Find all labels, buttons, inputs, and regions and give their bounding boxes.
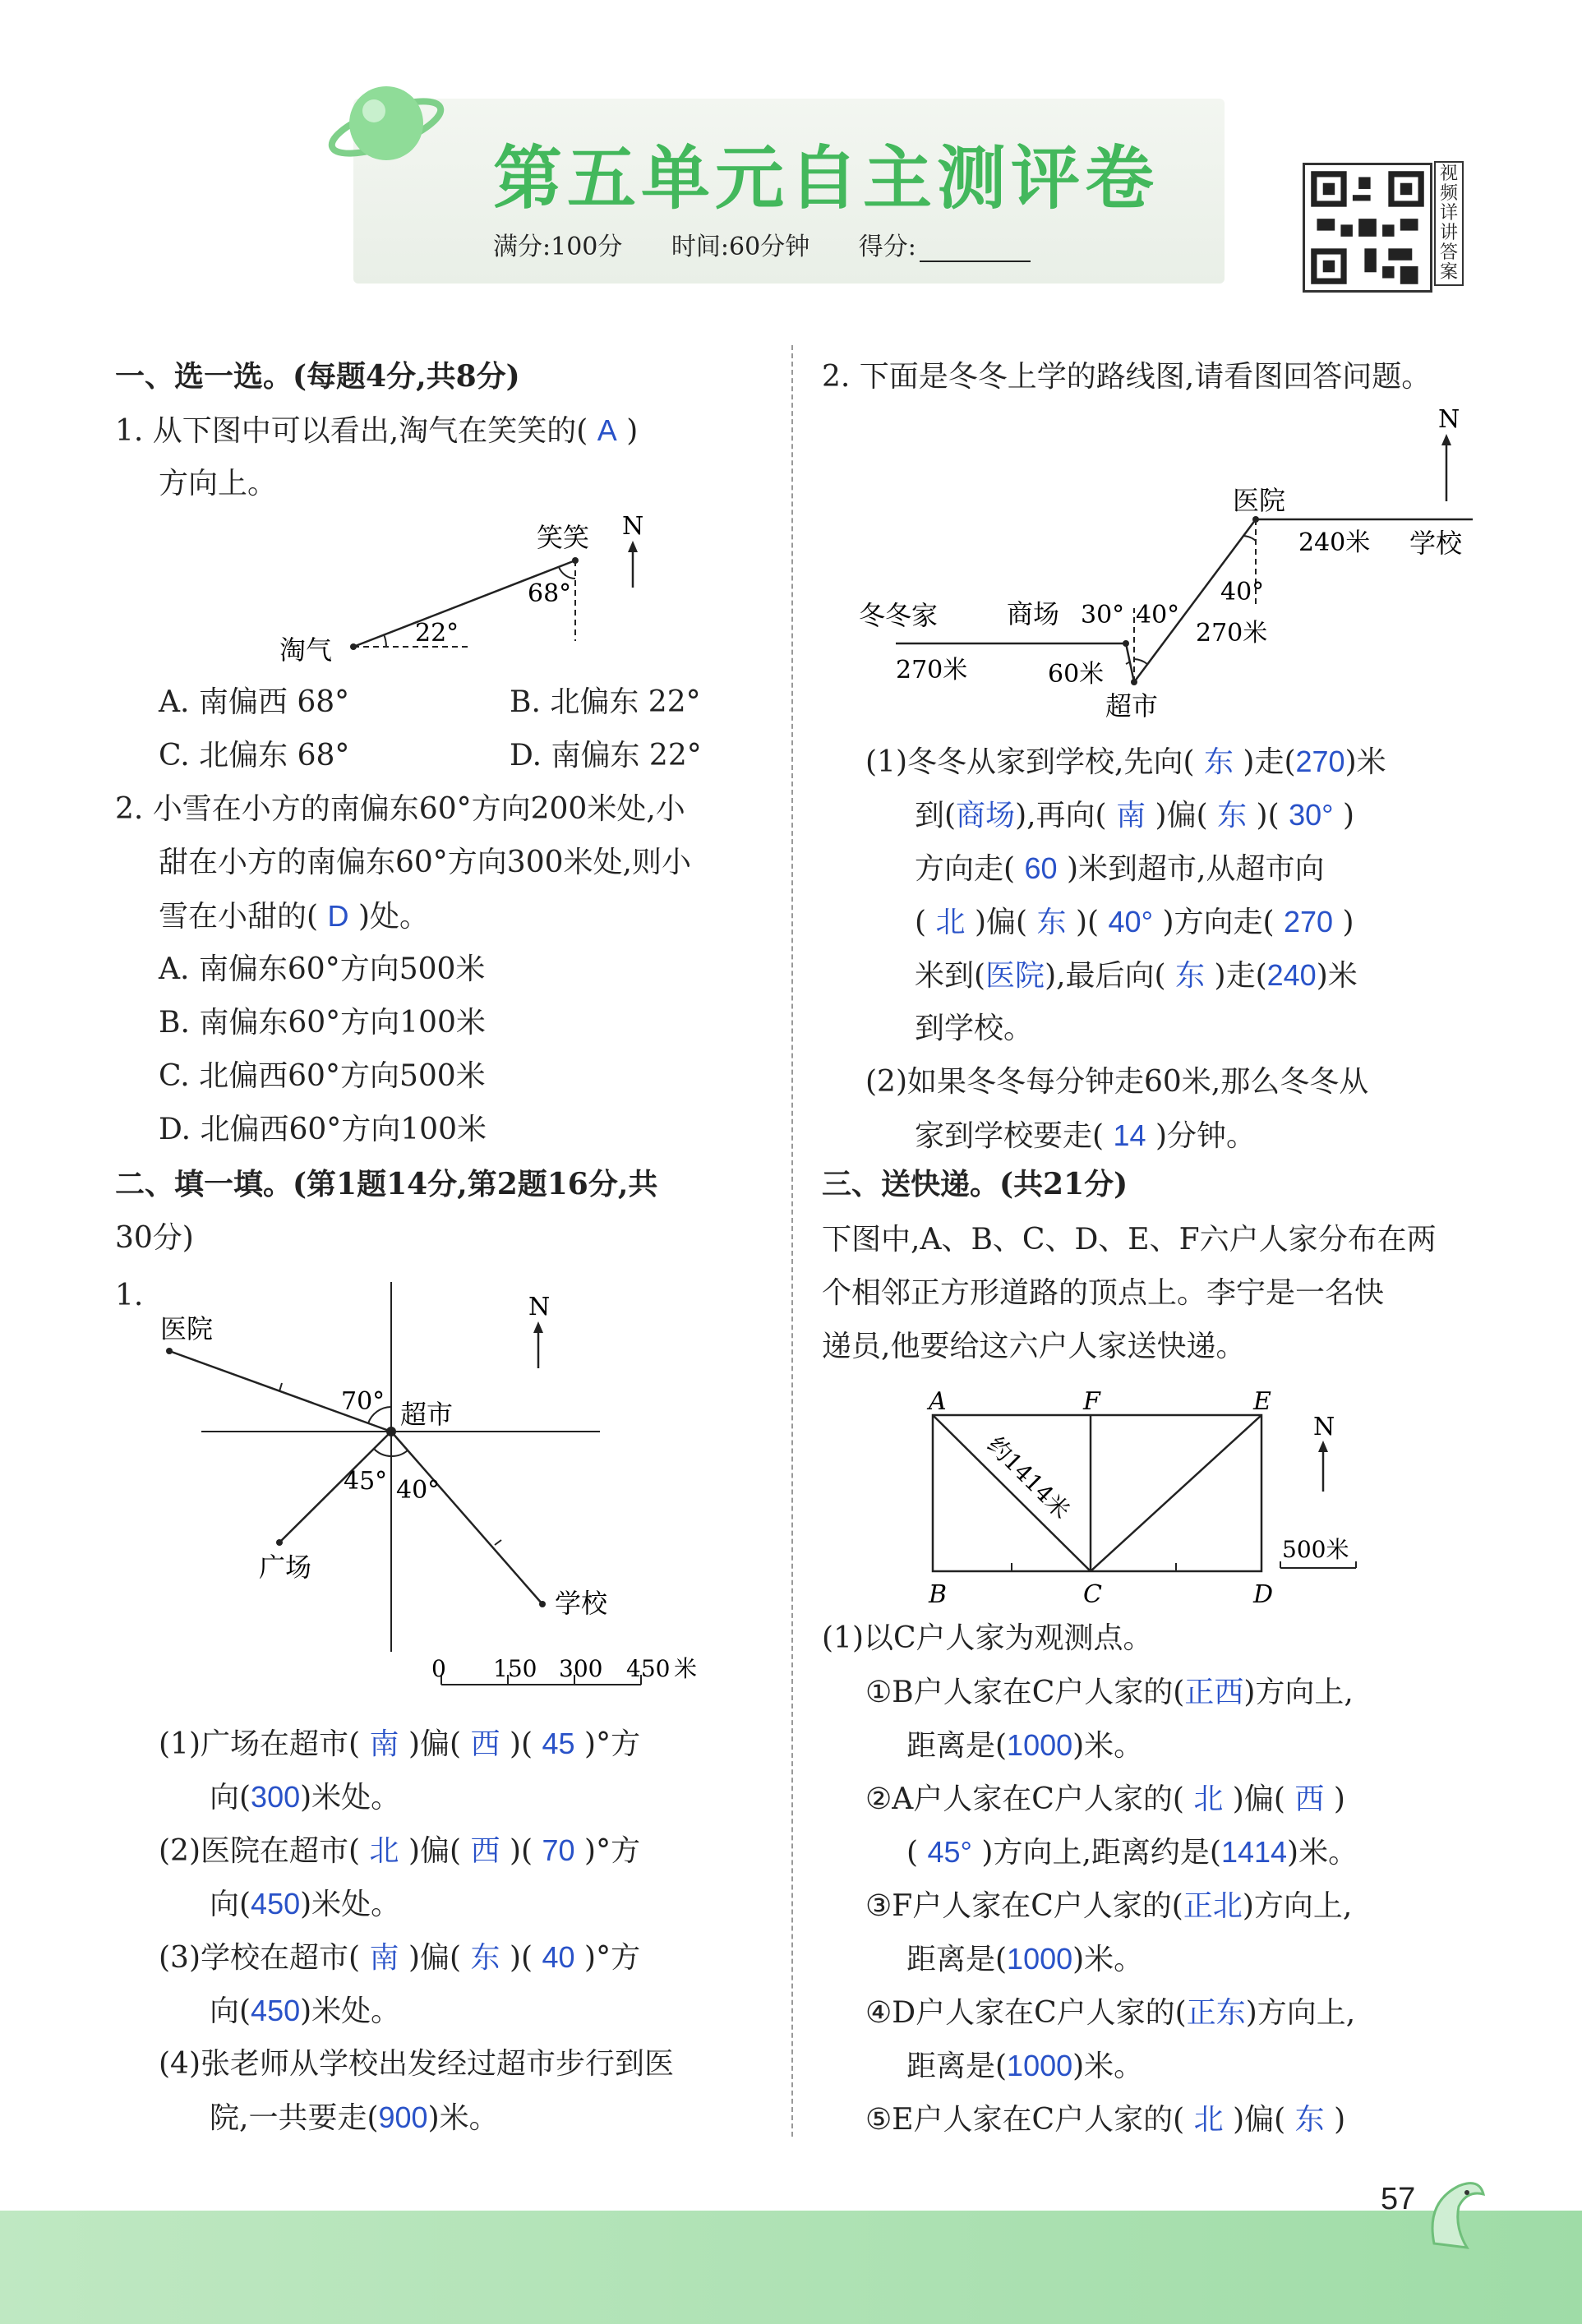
s2-q1-label: 1. <box>115 1279 144 1312</box>
fig2-square: 广场 <box>259 1552 312 1583</box>
fig4-diag: 约1414米 <box>982 1431 1076 1524</box>
fig4-scale: 500米 <box>1282 1536 1349 1563</box>
fig2-scale-unit: 米 <box>674 1655 698 1682</box>
s3-item1-line2: 距离是(1000)米。 <box>906 1728 1144 1763</box>
s3-item2-line2: ( 45° )方向上,距离约是(1414)米。 <box>906 1835 1358 1870</box>
fig4-B: B <box>929 1580 948 1609</box>
page-number: 57 <box>1381 2182 1416 2216</box>
page-title: 第五单元自主测评卷 <box>493 138 1160 219</box>
s1-q2-line3: 雪在小甜的( D )处。 <box>159 899 429 934</box>
fig3-angle-40a: 40° <box>1136 601 1180 629</box>
s2-q1-sub3: (3)学校在超市( 南 )偏( 东 )( 40 )°方 <box>159 1940 641 1975</box>
section1-heading: 一、选一选。(每题4分,共8分) <box>115 359 520 394</box>
fig3-home: 冬冬家 <box>859 600 939 631</box>
fig2-scale-0: 0 <box>431 1655 446 1682</box>
s1-q1-option-a: A. 南偏西 68° <box>159 685 350 719</box>
section2-heading-line2: 30分) <box>115 1221 194 1255</box>
s3-item1: ①B户人家在C户人家的(正西)方向上, <box>865 1675 1354 1709</box>
qr-caption: 视频详讲答案 <box>1434 161 1464 286</box>
s1-q1-line2: 方向上。 <box>159 467 278 500</box>
fig2-angle-70: 70° <box>341 1387 385 1416</box>
full-score: 满分:100分 <box>493 233 623 261</box>
s3-intro3: 递员,他要给这六户人家送快递。 <box>822 1330 1246 1363</box>
section3-heading: 三、送快递。(共21分) <box>822 1167 1128 1201</box>
s2-q2-s1-line6: 到学校。 <box>915 1012 1034 1045</box>
fig4-E: E <box>1253 1387 1271 1416</box>
fig2-scale-150: 150 <box>493 1655 537 1682</box>
column-divider <box>791 345 793 2137</box>
fig4-north: N <box>1313 1413 1335 1441</box>
s1-q2-option-c: C. 北偏西60°方向500米 <box>159 1059 486 1093</box>
s3-item5: ⑤E户人家在C户人家的( 北 )偏( 东 ) <box>865 2102 1346 2137</box>
fig3-mall: 商场 <box>1007 598 1060 629</box>
s3-figure <box>912 1381 1520 1611</box>
s2-q2-s2-line2: 家到学校要走( 14 )分钟。 <box>915 1118 1257 1153</box>
score-blank <box>920 237 1031 262</box>
s2-q1-sub1-line2: 向(300)米处。 <box>210 1780 401 1814</box>
s2-q2-s2-line1: (2)如果冬冬每分钟走60米,那么冬冬从 <box>865 1065 1369 1099</box>
fig3-school: 学校 <box>1409 528 1463 559</box>
s2-q2-s1-line1: (1)冬冬从家到学校,先向( 东 )走(270)米 <box>865 745 1386 779</box>
fig-angle-22: 22° <box>415 619 459 648</box>
s1-q1-option-d: D. 南偏东 22° <box>510 739 702 772</box>
s2-q2-s1-line2: 到(商场),再向( 南 )偏( 东 )( 30° ) <box>915 798 1355 832</box>
time-limit: 时间:60分钟 <box>671 233 810 261</box>
section2-heading-line1: 二、填一填。(第1题14分,第2题16分,共 <box>115 1167 658 1201</box>
s2-q2-figure <box>846 403 1520 723</box>
fig2-angle-40: 40° <box>396 1476 440 1505</box>
fig-taoqi: 淘气 <box>279 634 333 666</box>
fig-xiaoxiao: 笑笑 <box>537 522 590 553</box>
s3-item4-line2: 距离是(1000)米。 <box>906 2049 1144 2083</box>
s1-q2-option-b: B. 南偏东60°方向100米 <box>159 1006 486 1040</box>
fig3-d270a: 270米 <box>896 656 968 685</box>
qr-code <box>1303 163 1432 293</box>
s1-q2-line1: 2. 小雪在小方的南偏东60°方向200米处,小 <box>115 792 685 826</box>
s2-q1-sub1: (1)广场在超市( 南 )偏( 西 )( 45 )°方 <box>159 1727 641 1761</box>
fig3-market: 超市 <box>1105 690 1159 722</box>
fig2-north: N <box>528 1293 551 1321</box>
test-meta <box>493 226 1072 262</box>
planet-icon <box>308 70 464 177</box>
fig3-angle-40b: 40° <box>1220 578 1265 606</box>
s1-q1-answer: A <box>597 413 617 447</box>
footer-band <box>0 2211 1582 2324</box>
s2-q2-intro: 2. 下面是冬冬上学的路线图,请看图回答问题。 <box>822 360 1432 394</box>
fig4-F: F <box>1083 1387 1100 1416</box>
fig4-C: C <box>1083 1580 1102 1609</box>
s2-q2-s1-line3: 方向走( 60 )米到超市,从超市向 <box>915 851 1325 886</box>
s3-item3-line2: 距离是(1000)米。 <box>906 1942 1144 1976</box>
s2-q1-figure <box>148 1266 764 1713</box>
fig4-A: A <box>929 1387 947 1416</box>
fig3-north: N <box>1438 405 1460 434</box>
fig3-d270b: 270米 <box>1196 619 1268 648</box>
s3-p1: (1)以C户人家为观测点。 <box>822 1621 1153 1655</box>
fig4-D: D <box>1253 1580 1274 1609</box>
s1-q2-option-a: A. 南偏东60°方向500米 <box>159 952 486 986</box>
dolphin-icon <box>1418 2170 1492 2268</box>
s1-q1-option-c: C. 北偏东 68° <box>159 739 350 772</box>
s3-item2: ②A户人家在C户人家的( 北 )偏( 西 ) <box>865 1782 1345 1816</box>
s1-q2-answer: D <box>327 899 349 933</box>
fig3-angle-30: 30° <box>1081 601 1125 629</box>
s2-q1-sub3-line2: 向(450)米处。 <box>210 1994 401 2028</box>
s2-q2-s1-line5: 米到(医院),最后向( 东 )走(240)米 <box>915 958 1358 993</box>
s1-q1-option-b: B. 北偏东 22° <box>510 685 701 719</box>
fig3-d240: 240米 <box>1298 528 1371 557</box>
fig3-d60: 60米 <box>1048 660 1105 689</box>
fig2-scale-300: 300 <box>559 1655 603 1682</box>
fig2-angle-45: 45° <box>344 1467 388 1496</box>
s2-q1-sub2: (2)医院在超市( 北 )偏( 西 )( 70 )°方 <box>159 1833 641 1868</box>
s3-item4: ④D户人家在C户人家的(正东)方向上, <box>865 1995 1356 2030</box>
fig-north: N <box>622 512 644 541</box>
fig2-market: 超市 <box>400 1399 454 1430</box>
s2-q2-s1-line4: ( 北 )偏( 东 )( 40° )方向走( 270 ) <box>915 905 1354 939</box>
fig-angle-68: 68° <box>528 579 572 608</box>
s2-q1-sub2-line2: 向(450)米处。 <box>210 1887 401 1921</box>
fig2-school: 学校 <box>555 1588 608 1619</box>
fig2-hospital: 医院 <box>160 1313 214 1344</box>
s2-q1-sub4-line2: 院,一共要走(900)米。 <box>210 2100 499 2135</box>
s1-q1-figure <box>263 510 657 674</box>
s3-intro1: 下图中,A、B、C、D、E、F六户人家分布在两 <box>822 1223 1437 1257</box>
s1-q2-option-d: D. 北偏西60°方向100米 <box>159 1113 487 1146</box>
fig3-hospital: 医院 <box>1233 485 1286 516</box>
s3-intro2: 个相邻正方形道路的顶点上。李宁是一名快 <box>822 1276 1385 1310</box>
s1-q1-line1: 1. 从下图中可以看出,淘气在笑笑的( A ) <box>115 413 639 448</box>
score-label: 得分: <box>858 233 916 261</box>
fig2-scale-450: 450 <box>626 1655 671 1682</box>
s3-item3: ③F户人家在C户人家的(正北)方向上, <box>865 1888 1353 1923</box>
s2-q1-sub4: (4)张老师从学校出发经过超市步行到医 <box>159 2047 674 2081</box>
s1-q2-line2: 甜在小方的南偏东60°方向300米处,则小 <box>159 846 691 879</box>
